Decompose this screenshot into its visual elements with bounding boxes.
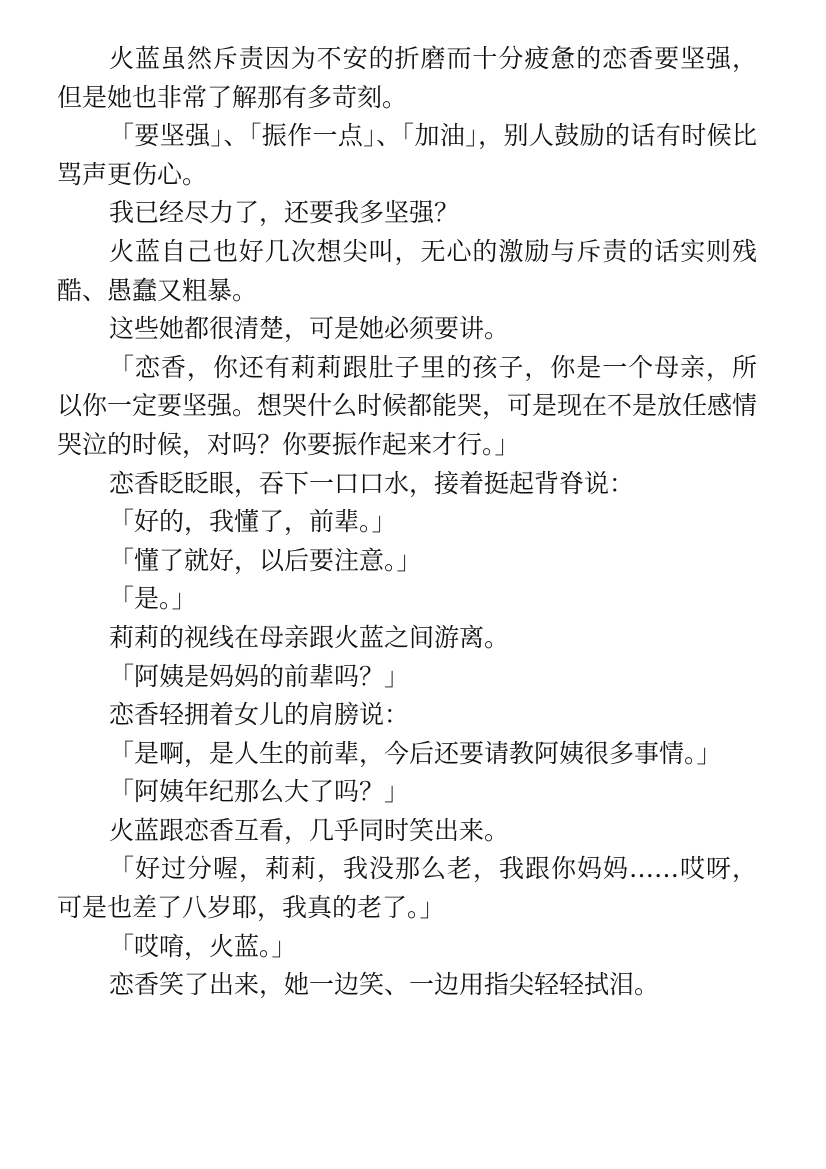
paragraph-3: 我已经尽力了，还要我多坚强？ [109, 198, 460, 228]
paragraph-5: 这些她都很清楚，可是她必须要讲。 [109, 314, 510, 344]
paragraph-12: 「阿姨是妈妈的前辈吗？」 [109, 661, 410, 691]
paragraph-16: 火蓝跟恋香互看，几乎同时笑出来。 [109, 815, 510, 845]
paragraph-2: 「要坚强」、「振作一点」、「加油」，别人鼓励的话有时候比骂声更伤心。 [57, 121, 757, 189]
paragraph-10: 「是。」 [109, 584, 197, 614]
paragraph-18: 「哎唷，火蓝。」 [109, 931, 297, 961]
paragraph-17: 「好过分喔，莉莉，我没那么老，我跟你妈妈……哎呀，可是也差了八岁耶，我真的老了。」 [57, 854, 757, 923]
paragraph-6: 「恋香，你还有莉莉跟肚子里的孩子，你是一个母亲，所以你一定要坚强。想哭什么时候都能哭，可是现在不是放任感情哭泣的时候，对吗？你要振作起来才行。」 [57, 352, 758, 459]
paragraph-1: 火蓝虽然斥责因为不安的折磨而十分疲惫的恋香要坚强，但是她也非常了解那有多苛刻。 [57, 44, 757, 112]
paragraph-15: 「阿姨年纪那么大了吗？」 [109, 777, 410, 807]
paragraph-7: 恋香眨眨眼，吞下一口口水，接着挺起背脊说： [109, 468, 635, 498]
page-body [57, 40, 757, 1005]
paragraph-4: 火蓝自己也好几次想尖叫，无心的激励与斥责的话实则残酷、愚蠢又粗暴。 [57, 236, 757, 305]
paragraph-11: 莉莉的视线在母亲跟火蓝之间游离。 [109, 622, 510, 652]
paragraph-13: 恋香轻拥着女儿的肩膀说： [109, 700, 410, 730]
paragraph-19: 恋香笑了出来，她一边笑、一边用指尖轻轻拭泪。 [109, 970, 660, 1000]
paragraph-8: 「好的，我懂了，前辈。」 [109, 507, 397, 537]
paragraph-9: 「懂了就好，以后要注意。」 [109, 545, 422, 575]
paragraph-14: 「是啊，是人生的前辈，今后还要请教阿姨很多事情。」 [109, 738, 722, 768]
